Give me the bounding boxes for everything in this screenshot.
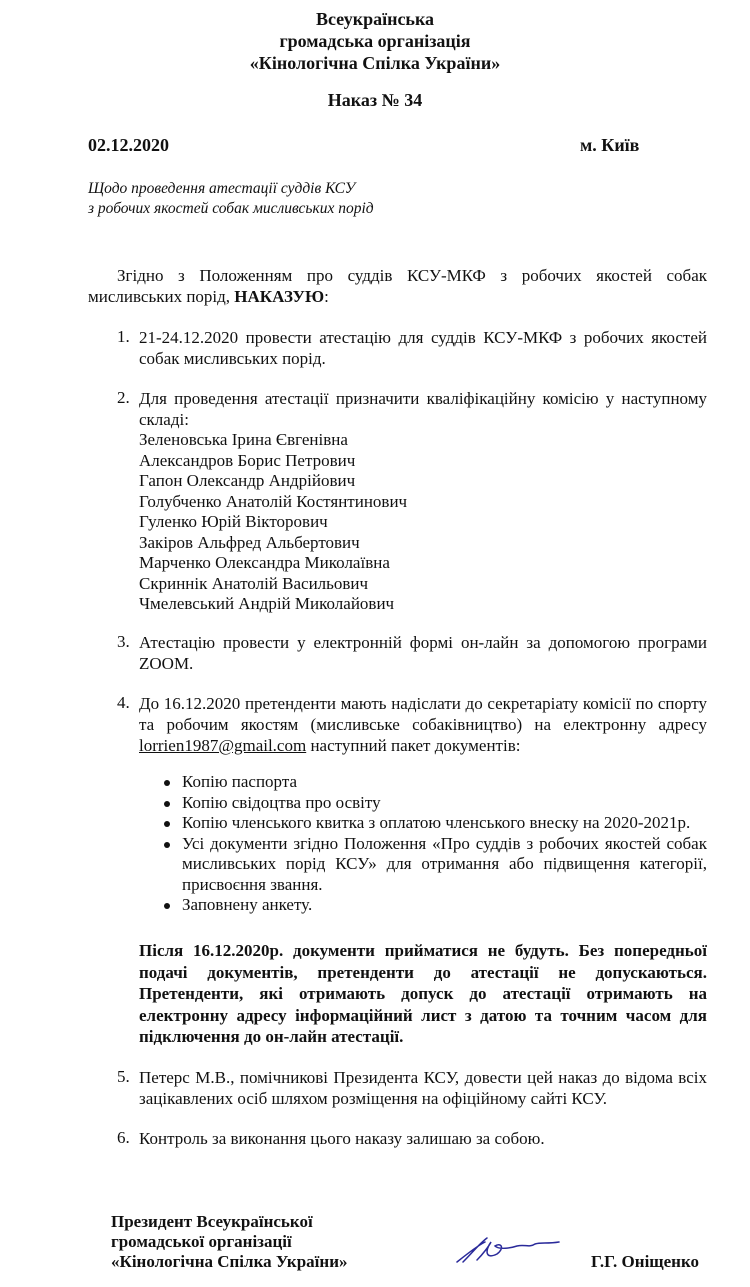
org-name-line3: «Кінологічна Спілка України»: [249, 53, 501, 73]
item-text: Контроль за виконання цього наказу залишаю за собою.: [139, 1129, 545, 1148]
item-number: 4.: [117, 693, 130, 712]
commission-member: Гапон Олександр Андрійович: [139, 471, 356, 490]
commission-member: Александров Борис Петрович: [139, 450, 356, 470]
order-date: 02.12.2020: [88, 135, 169, 155]
item-text: Для проведення атестації призначити кваліфікаційну комісію у наступному складі:: [139, 389, 707, 429]
item-number: 1.: [117, 327, 130, 346]
document-item: [162, 895, 707, 916]
signatory-title-line1: Президент Всеукраїнської: [111, 1212, 313, 1231]
document-item: [162, 772, 707, 793]
item-number: 6.: [117, 1128, 130, 1147]
signatory-title-line3: «Кінологічна Спілка України»: [111, 1252, 348, 1271]
item-text: Атестацію провести у електронній формі он-лайн за допомогою програми ZOOM.: [139, 633, 707, 673]
signatory-title: [111, 1212, 348, 1272]
order-subject: [88, 179, 374, 219]
commission-member: Голубченко Анатолій Костянтинович: [139, 491, 408, 511]
deadline-notice: Після 16.12.2020р. документи прийматися не будуть. Без попередньої подачі документів, претенденти до атестації не допускаються. Претенденти, які отримають допуск до атестації отримають на електронну адресу інформаційний лист з датою та точним часом для підключення до он-лайн атестації.: [139, 941, 707, 1046]
commission-member: Чмелевський Андрій Миколайович: [139, 594, 395, 613]
item-number: 3.: [117, 632, 130, 651]
order-item-3: [117, 632, 707, 674]
intro-text: Згідно з Положенням про суддів КСУ-МКФ з робочих якостей собак мисливських порід,: [88, 266, 707, 306]
subject-line1: Щодо проведення атестації суддів КСУ: [88, 180, 356, 197]
commission-member: Марченко Олександра Миколаївна: [139, 553, 390, 572]
order-city: м. Київ: [580, 135, 640, 155]
document-item-text: Копію паспорта: [182, 772, 298, 791]
intro-paragraph: [88, 265, 707, 307]
document-header: [0, 8, 750, 74]
handwritten-signature-icon: [455, 1232, 565, 1268]
org-name-line1: Всеукраїнська: [315, 9, 435, 29]
document-item: [162, 834, 707, 896]
order-item-6: [117, 1128, 707, 1149]
document-item-text: Заповнену анкету.: [182, 895, 313, 914]
document-item-text: Усі документи згідно Положення «Про суддів з робочих якостей собак мисливських порід КСУ» для отримання або підвищення категорії, присвоєння звання.: [182, 833, 707, 894]
bullet-icon: [164, 842, 170, 848]
document-item: [162, 793, 707, 814]
documents-list: [162, 772, 707, 916]
item-text-after: наступний пакет документів:: [306, 736, 521, 755]
bullet-icon: [164, 801, 170, 807]
commission-members-list: [139, 430, 707, 615]
order-item-1: [117, 327, 707, 369]
item-text: Петерс М.В., помічникові Президента КСУ, довести цей наказ до відома всіх зацікавлених осіб шляхом розміщення на офіційному сайті КСУ.: [139, 1068, 707, 1108]
bullet-icon: [164, 903, 170, 909]
order-item-2: [117, 388, 707, 615]
document-item-text: Копію членського квитка з оплатою членського внеску на 2020-2021р.: [182, 813, 691, 832]
email-link[interactable]: lorrien1987@gmail.com: [139, 736, 307, 755]
subject-line2: з робочих якостей собак мисливських порід: [88, 200, 374, 217]
commission-member: Закіров Альфред Альбертович: [139, 532, 360, 552]
item-number: 5.: [117, 1067, 130, 1086]
item-number: 2.: [117, 388, 130, 407]
commission-member: Гуленко Юрій Вікторович: [139, 512, 328, 531]
commission-member: Зеленовська Ірина Євгенівна: [139, 430, 348, 449]
item-text: [139, 693, 707, 756]
commission-member: Скриннік Анатолій Васильович: [139, 573, 369, 593]
order-title: Наказ № 34: [327, 90, 423, 110]
order-item-5: [117, 1067, 707, 1109]
item-text-before: До 16.12.2020 претенденти мають надіслати до секретаріату комісії по спорту та робочим якостям (мисливське собаківництво) на електронну адресу: [139, 694, 707, 734]
bullet-icon: [164, 780, 170, 786]
item-text: 21-24.12.2020 провести атестацію для суддів КСУ-МКФ з робочих якостей собак мисливських порід.: [139, 328, 707, 368]
document-item: [162, 813, 707, 834]
order-item-4: [117, 693, 707, 756]
bullet-icon: [164, 821, 170, 827]
intro-decree-word: НАКАЗУЮ: [234, 287, 325, 306]
document-item-text: Копію свідоцтва про освіту: [182, 792, 381, 812]
signatory-title-line2: громадської організації: [111, 1232, 292, 1251]
org-name-line2: громадська організація: [279, 31, 471, 51]
signatory-name: Г.Г. Оніщенко: [591, 1252, 700, 1271]
intro-colon: :: [324, 287, 329, 306]
